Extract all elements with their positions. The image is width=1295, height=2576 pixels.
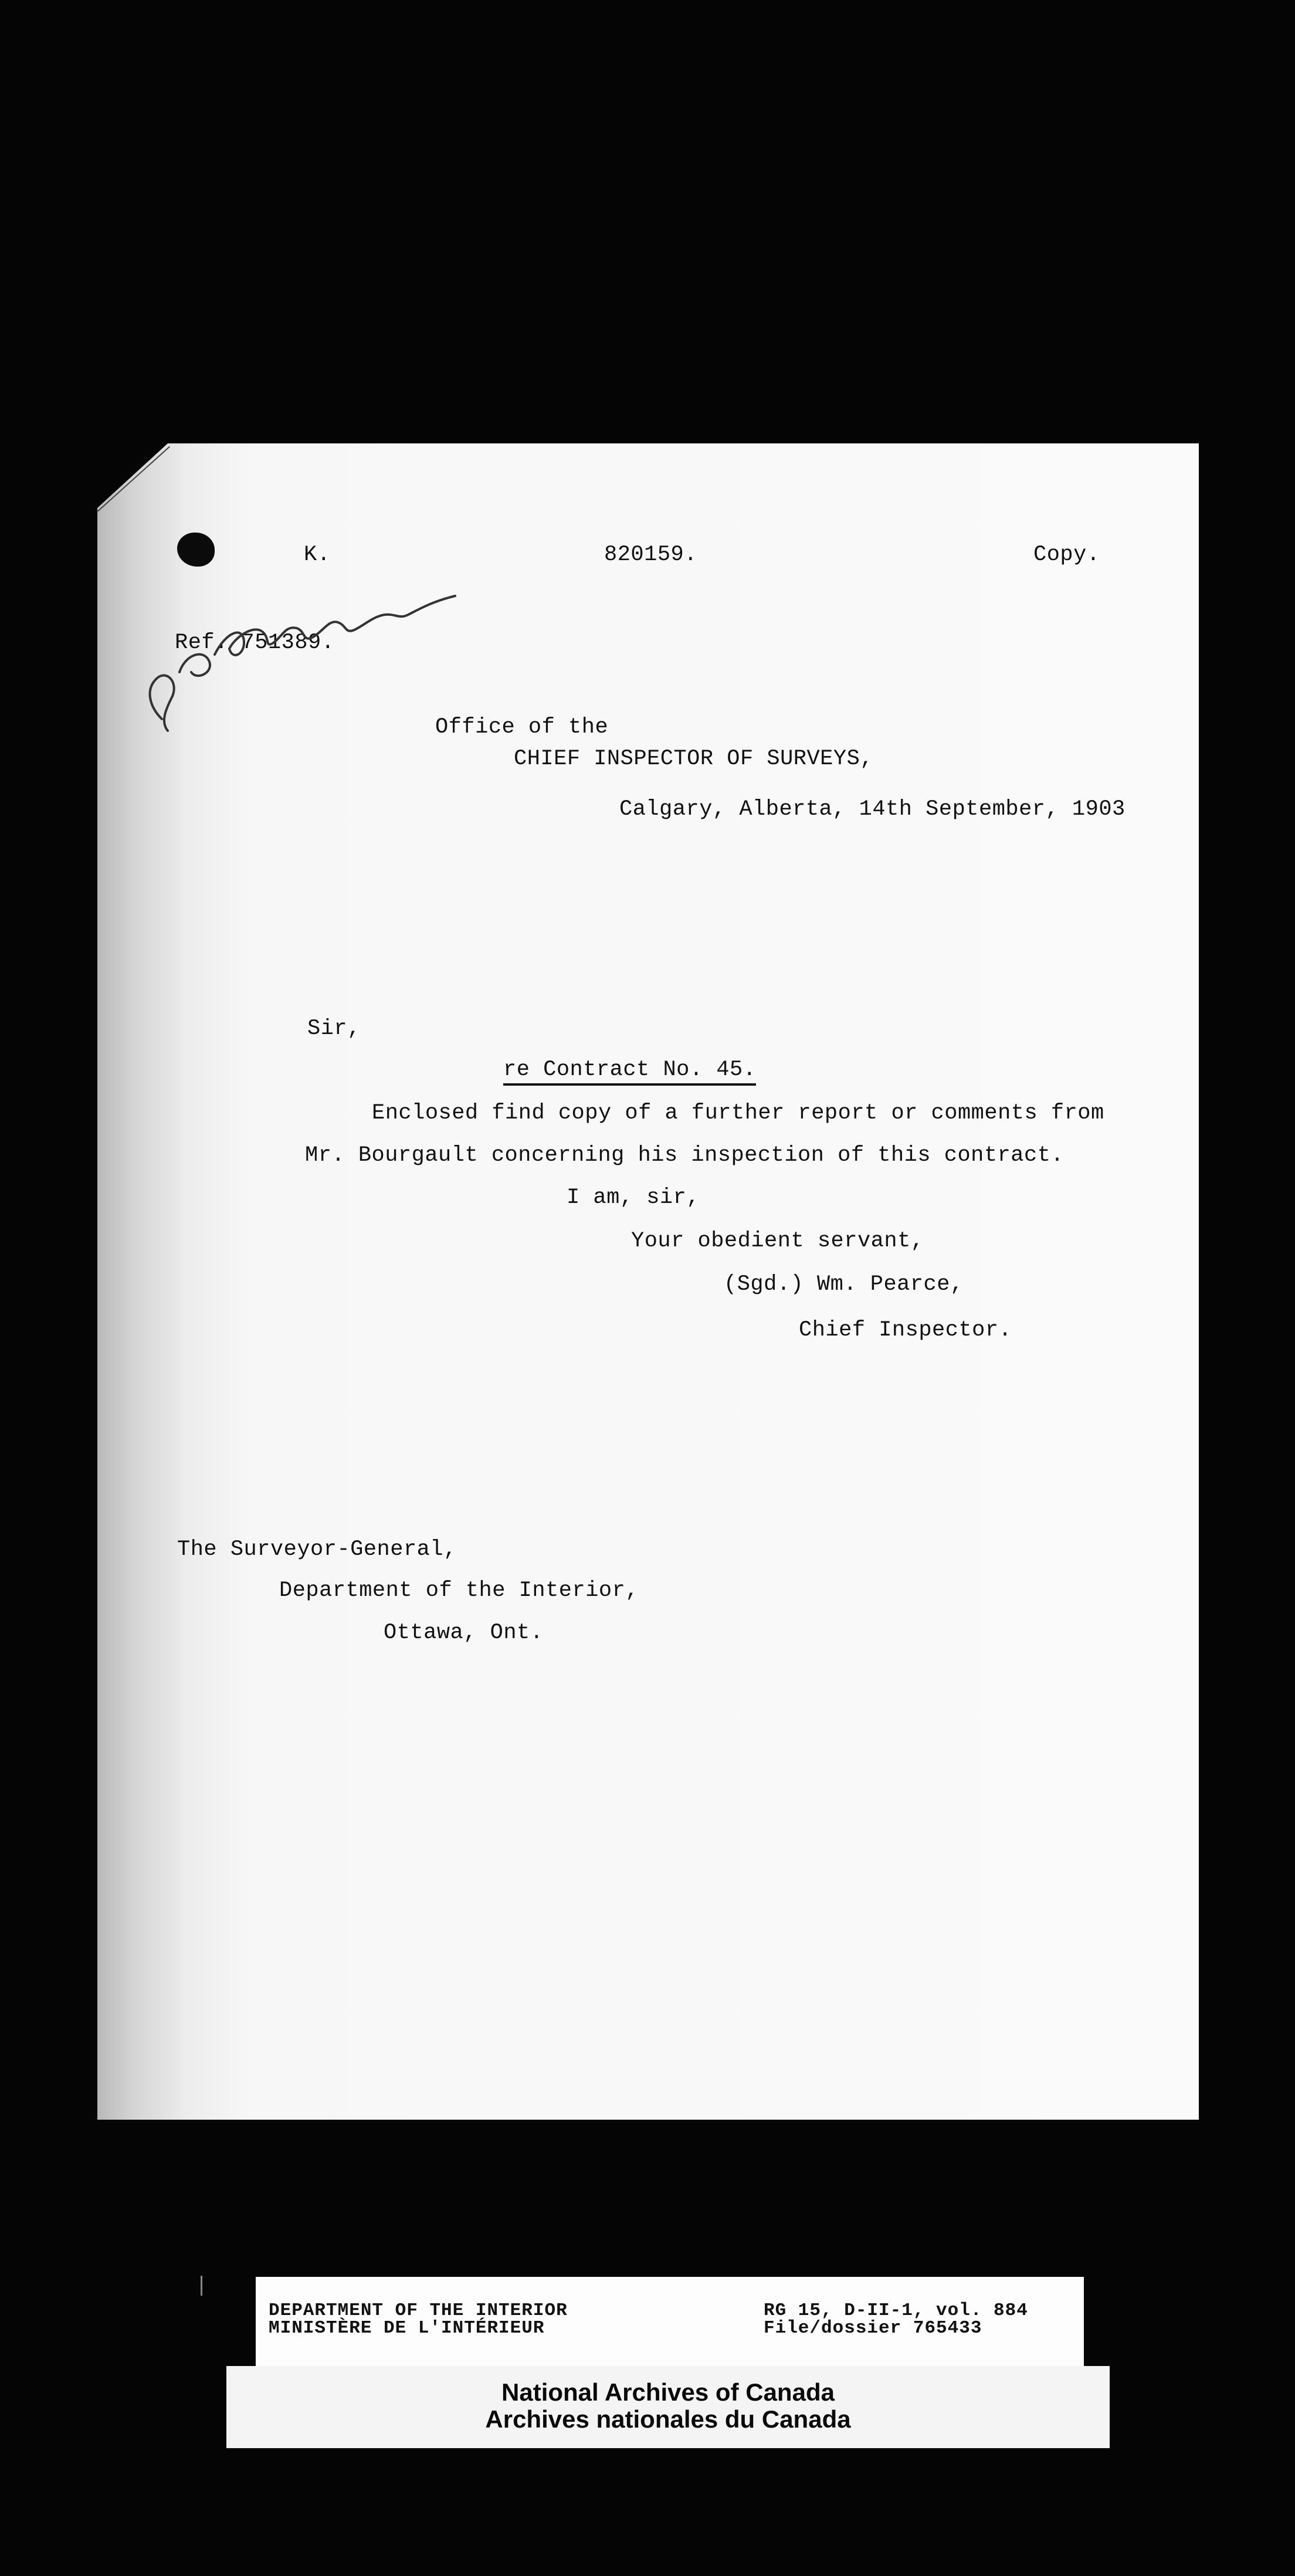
closing-obedient-servant: Your obedient servant,: [631, 1229, 924, 1253]
department-french: MINISTÈRE DE L'INTÉRIEUR: [269, 2318, 545, 2338]
file-number: File/dossier 765433: [764, 2318, 982, 2338]
body-line-2: Mr. Bourgault concerning his inspection of this contract.: [305, 1143, 1065, 1168]
record-group-reference: RG 15, D-II-1, vol. 884: [764, 2300, 1028, 2321]
heading-chief-inspector: CHIEF INSPECTOR OF SURVEYS,: [514, 747, 873, 771]
addressee-line-1: The Surveyor-General,: [177, 1537, 457, 1562]
reference-number: Ref. 751389.: [175, 631, 335, 655]
closing-i-am-sir: I am, sir,: [567, 1185, 700, 1210]
department-english: DEPARTMENT OF THE INTERIOR: [269, 2300, 568, 2321]
salutation: Sir,: [307, 1016, 361, 1041]
archives-banner: [226, 2366, 1110, 2448]
addressee-line-3: Ottawa, Ont.: [384, 1621, 544, 1645]
letter-page: [97, 443, 1199, 2120]
signature: (Sgd.) Wm. Pearce,: [724, 1272, 964, 1297]
archives-name-french: Archives nationales du Canada: [485, 2405, 851, 2433]
handwritten-annotation: [127, 561, 467, 737]
archives-name-english: National Archives of Canada: [501, 2378, 835, 2406]
archive-reference-label: [256, 2277, 1084, 2368]
signer-title: Chief Inspector.: [799, 1318, 1012, 1343]
subject-line: re Contract No. 45.: [503, 1059, 756, 1086]
place-and-date: Calgary, Alberta, 14th September, 1903: [619, 797, 1126, 822]
heading-office: Office of the: [435, 715, 609, 740]
copy-label: Copy.: [1033, 543, 1100, 567]
folded-corner: [97, 443, 168, 508]
scan-tick-mark: [201, 2276, 202, 2296]
addressee-line-2: Department of the Interior,: [279, 1578, 639, 1603]
document-number: 820159.: [604, 543, 697, 567]
mark-k: K.: [304, 543, 331, 567]
body-line-1: Enclosed find copy of a further report or comments from: [372, 1101, 1104, 1126]
